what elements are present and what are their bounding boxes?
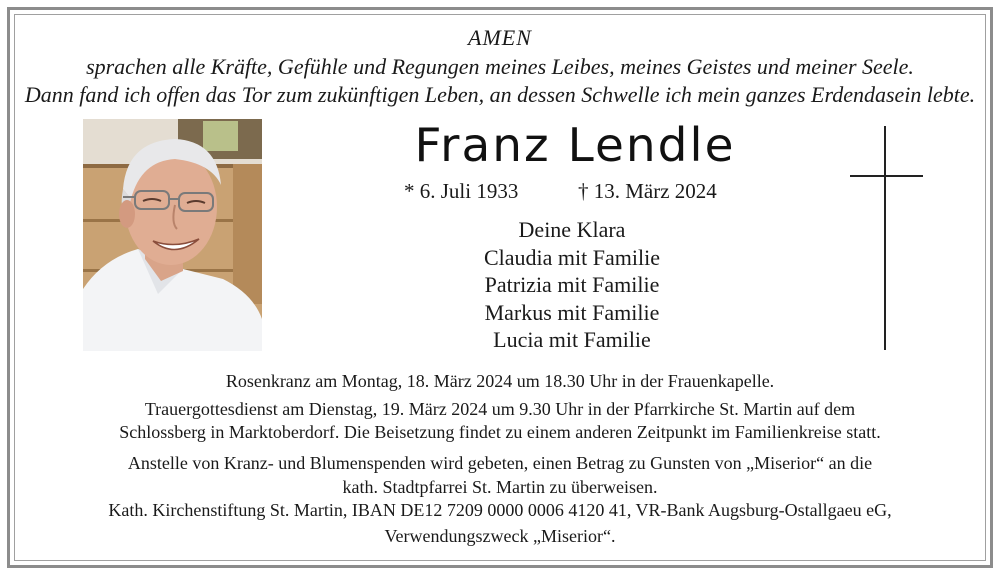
- rosary-text: Rosenkranz am Montag, 18. März 2024 um 18.30 Uhr in der Frauenkapelle.: [225, 371, 775, 391]
- cross-vertical-bar: [884, 126, 886, 350]
- mourner-item: Deine Klara: [518, 217, 626, 242]
- bank-text-line-2: Verwendungszweck „Miserior“.: [384, 526, 616, 546]
- donation-text-line-1: Anstelle von Kranz- und Blumenspenden wird gebeten, einen Betrag zu Gunsten von „Miserior“ an die: [127, 453, 873, 473]
- death-date: † 13. März 2024: [578, 179, 717, 203]
- mourner-item: Lucia mit Familie: [493, 327, 651, 352]
- cross-horizontal-bar: [850, 175, 923, 177]
- donation-text-line-2: kath. Stadtpfarrei St. Martin zu überweisen.: [342, 477, 658, 497]
- mourner-item: Patrizia mit Familie: [484, 272, 660, 297]
- mourners-list: [430, 216, 714, 354]
- quote-line-1: sprachen alle Kräfte, Gefühle und Regungen meines Leibes, meines Geistes und meiner Seele.: [86, 54, 914, 79]
- deceased-name: Franz Lendle: [414, 118, 736, 172]
- mourner-item: Markus mit Familie: [484, 299, 660, 325]
- bank-text-line-1: Kath. Kirchenstiftung St. Martin, IBAN DE12 7209 0000 0006 4120 41, VR-Bank Augsburg-Ostallgaeu eG,: [108, 500, 892, 520]
- mourner-item: Claudia mit Familie: [484, 244, 660, 270]
- portrait-photo: [83, 119, 262, 351]
- service-text-line-2: Schlossberg in Marktoberdorf. Die Beisetzung findet zu einem anderen Zeitpunkt im Familienkreise statt.: [119, 422, 881, 442]
- birth-date: * 6. Juli 1933: [404, 179, 519, 203]
- quote-line-2: Dann fand ich offen das Tor zum zukünftigen Leben, an dessen Schwelle ich mein ganzes Erdendasein lebte.: [24, 82, 976, 107]
- service-text-line-1: Trauergottesdienst am Dienstag, 19. März 2024 um 9.30 Uhr in der Pfarrkirche St. Martin auf dem: [144, 399, 856, 419]
- quote-title: AMEN: [468, 25, 532, 50]
